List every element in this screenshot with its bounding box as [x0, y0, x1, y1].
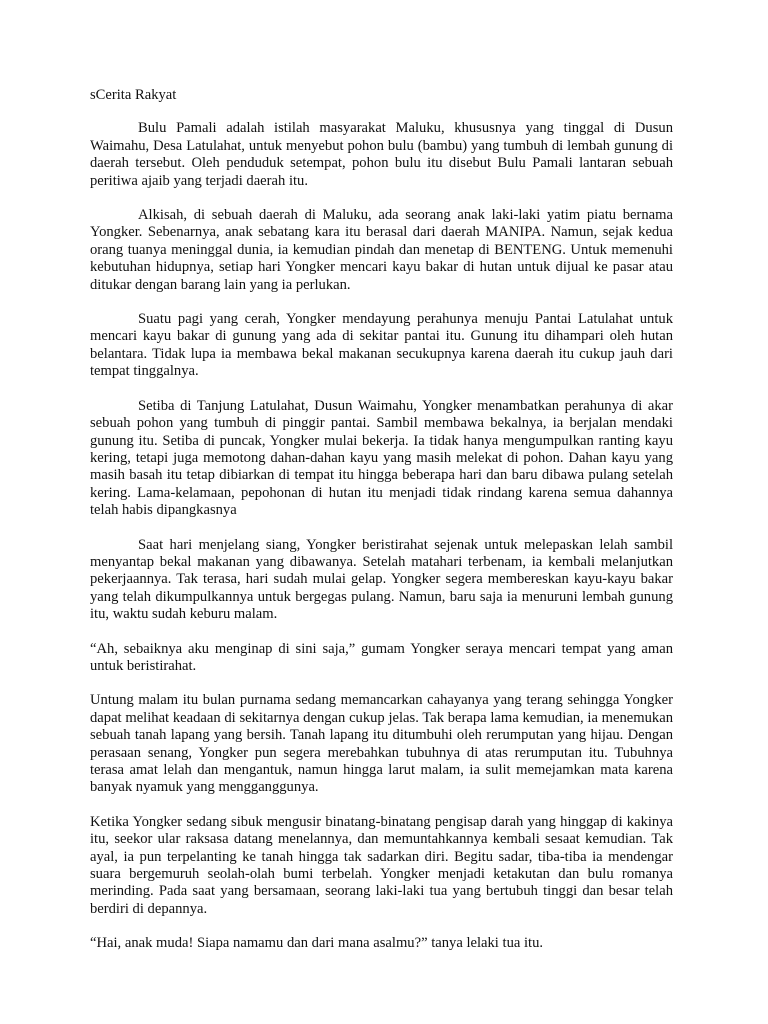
paragraph-6: “Ah, sebaiknya aku menginap di sini saja,” gumam Yongker seraya mencari tempat yang aman untuk beristirahat. — [90, 640, 673, 674]
paragraph-1: Bulu Pamali adalah istilah masyarakat Maluku, khususnya yang tinggal di Dusun Waimahu, Desa Latulahat, untuk menyebut pohon bulu (bambu) yang tumbuh di lembah gunung di daerah tersebut. Oleh penduduk setempat, pohon bulu itu disebut Bulu Pamali lantaran sebuah peritiwa ajaib yang terjadi daerah itu. — [90, 120, 673, 189]
paragraph-3: Suatu pagi yang cerah, Yongker mendayung perahunya menuju Pantai Latulahat untuk mencari kayu bakar di gunung yang ada di sekitar pantai itu. Gunung itu dihampari oleh hutan belantara. Tidak lupa ia membawa bekal makanan secukupnya karena daerah itu cukup jauh dari tempat tinggalnya. — [90, 311, 673, 380]
paragraph-9: “Hai, anak muda! Siapa namamu dan dari mana asalmu?” tanya lelaki tua itu. — [90, 935, 544, 952]
paragraph-4: Setiba di Tanjung Latulahat, Dusun Waimahu, Yongker menambatkan perahunya di akar sebuah pohon yang tumbuh di pinggir pantai. Sambil membawa bekalnya, ia berjalan mendaki gunung itu. Setiba di puncak, Yongker mulai bekerja. Ia tidak hanya mengumpulkan ranting kayu kering, tetapi juga memotong dahan-dahan kayu yang masih melekat di pohon. Dahan kayu yang masih basah itu tetap dibiarkan di tempat itu hingga beberapa hari dan baru dibawa pulang setelah kering. Lama-kelamaan, pepohonan di hutan itu menjadi tidak rindang karena semua dahannya telah habis dipangkasnya — [90, 397, 673, 519]
paragraph-7: Untung malam itu bulan purnama sedang memancarkan cahayanya yang terang sehingga Yongker dapat melihat keadaan di sekitarnya dengan cukup jelas. Tak berapa lama kemudian, ia menemukan sebuah tanah lapang yang bersih. Tanah lapang itu ditumbuhi oleh rerumputan yang hijau. Dengan perasaan senang, Yongker pun segera merebahkan tubuhnya di atas rerumputan itu. Tubuhnya terasa amat lelah dan mengantuk, namun hingga larut malam, ia sulit memejamkan mata karena banyak nyamuk yang mengganggunya. — [90, 692, 673, 796]
paragraph-5: Saat hari menjelang siang, Yongker beristirahat sejenak untuk melepaskan lelah sambil menyantap bekal makanan yang dibawanya. Setelah matahari terbenam, ia kembali melanjutkan pekerjaannya. Tak terasa, hari sudah mulai gelap. Yongker segera membereskan kayu-kayu bakar yang telah dikumpulkannya untuk bergegas pulang. Namun, baru saja ia menuruni lembah gunung itu, waktu sudah keburu malam. — [90, 536, 673, 623]
document-title: sCerita Rakyat — [90, 87, 177, 103]
paragraph-8: Ketika Yongker sedang sibuk mengusir binatang-binatang pengisap darah yang hinggap di kakinya itu, seekor ular raksasa datang menelannya, dan memuntahkannya kembali sesaat kemudian. Tak ayal, ia pun terpelanting ke tanah hingga tak sadarkan diri. Begitu sadar, tiba-tiba ia mendengar suara bergemuruh seolah-olah bumi terbelah. Yongker menjadi ketakutan dan bulu romanya merinding. Pada saat yang bersamaan, seorang laki-laki tua yang bertubuh tinggi dan besar telah berdiri di depannya. — [90, 813, 673, 917]
paragraph-2: Alkisah, di sebuah daerah di Maluku, ada seorang anak laki-laki yatim piatu bernama Yongker. Sebenarnya, anak sebatang kara itu berasal dari daerah MANIPA. Namun, sejak kedua orang tuanya meninggal dunia, ia kemudian pindah dan menetap di BENTENG. Untuk memenuhi kebutuhan hidupnya, setiap hari Yongker mencari kayu bakar di hutan untuk dijual ke pasar atau ditukar dengan barang lain yang ia perlukan. — [90, 207, 673, 293]
document-page — [90, 87, 673, 970]
